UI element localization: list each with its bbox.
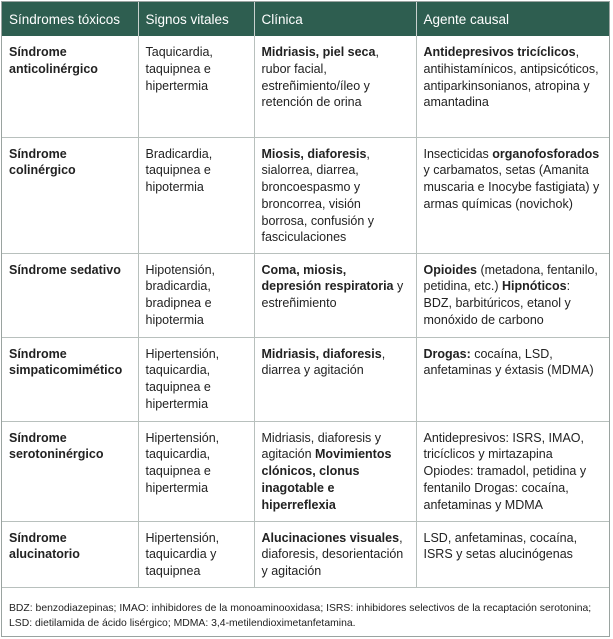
bold-text-segment: Miosis, diaforesis bbox=[261, 146, 367, 161]
bold-text-segment: Alucinaciones visuales bbox=[261, 530, 400, 545]
text-segment: Insecticidas bbox=[423, 146, 493, 161]
bold-text-segment: Midriasis, piel seca bbox=[261, 45, 376, 59]
text-segment: , diaforesis, desorientación y agitación bbox=[261, 530, 404, 579]
table-row bbox=[2, 421, 609, 521]
clinic-cell bbox=[254, 137, 416, 253]
clinic-cell bbox=[254, 36, 416, 137]
toxic-syndromes-table bbox=[2, 2, 609, 588]
text-segment: cocaína, LSD, anfetaminas y éxtasis (MDMA) bbox=[423, 346, 594, 378]
causal-agent-cell bbox=[416, 253, 609, 337]
table-row bbox=[2, 253, 609, 337]
causal-agent-cell bbox=[416, 36, 609, 137]
syndrome-cell: Síndrome serotoninérgico bbox=[2, 421, 138, 521]
vital-signs-cell: Hipotensión, bradicardia, bradipnea e hipotermia bbox=[138, 253, 254, 337]
table-footnote: BDZ: benzodiazepinas; IMAO: inhibidores de la monoaminooxidasa; ISRS: inhibidores selectivos de la recaptación serotonina; LSD: dietilamida de ácido lisérgico; MDMA: 3,4-metilendioximetanfetamina. bbox=[9, 602, 592, 629]
clinic-cell bbox=[254, 421, 416, 521]
syndrome-cell: Síndrome simpaticomimético bbox=[2, 337, 138, 421]
text-segment: LSD, anfetaminas, cocaína, ISRS y setas alucinógenas bbox=[423, 530, 578, 562]
text-segment: : BDZ, barbitúricos, etanol y monóxido de carbono bbox=[423, 279, 571, 327]
header-signos-vitales: Signos vitales bbox=[138, 2, 254, 36]
syndrome-cell: Síndrome anticolinérgico bbox=[2, 36, 138, 137]
bold-text-segment: organofosforados bbox=[492, 146, 600, 161]
causal-agent-cell bbox=[416, 137, 609, 253]
clinic-cell bbox=[254, 253, 416, 337]
header-sindromes: Síndromes tóxicos bbox=[2, 2, 138, 36]
text-segment: Midriasis, diaforesis y agitación bbox=[261, 430, 381, 462]
clinic-cell bbox=[254, 521, 416, 587]
text-segment: , sialorrea, diarrea, broncoespasmo y broncorrea, visión borrosa, confusión y fasciculaciones bbox=[261, 146, 375, 245]
clinic-cell bbox=[254, 337, 416, 421]
text-segment: (metadona, fentanilo, petidina, etc.) bbox=[423, 262, 598, 294]
table-body bbox=[2, 36, 609, 587]
text-segment: , rubor facial, estreñimiento/íleo y retención de orina bbox=[261, 45, 379, 110]
bold-text-segment: Coma, miosis, depresión respiratoria bbox=[261, 262, 394, 294]
header-clinica: Clínica bbox=[254, 2, 416, 36]
text-segment: y estreñimiento bbox=[261, 279, 404, 311]
syndrome-cell: Síndrome sedativo bbox=[2, 253, 138, 337]
vital-signs-cell: Taquicardia, taquipnea e hipertermia bbox=[138, 36, 254, 137]
bold-text-segment: Movimientos clónicos, clonus inagotable e hiperreflexia bbox=[261, 447, 392, 512]
text-segment: , antihistamínicos, antipsicóticos, antiparkinsonianos, atropina y amantadina bbox=[423, 45, 599, 110]
text-segment: y carbamatos, setas (Amanita muscaria e Inocybe fastigiata) y armas químicas (novichok) bbox=[423, 163, 600, 211]
vital-signs-cell: Hipertensión, taquicardia y taquipnea bbox=[138, 521, 254, 587]
vital-signs-cell: Hipertensión, taquicardia, taquipnea e hipertermia bbox=[138, 337, 254, 421]
table-row bbox=[2, 36, 609, 137]
toxic-syndromes-table-container bbox=[1, 1, 610, 637]
vital-signs-cell: Bradicardia, taquipnea e hipotermia bbox=[138, 137, 254, 253]
table-header-row bbox=[2, 2, 609, 36]
bold-text-segment: Antidepresivos tricíclicos bbox=[423, 45, 576, 59]
bold-text-segment: Hipnóticos bbox=[502, 279, 567, 294]
syndrome-cell: Síndrome colinérgico bbox=[2, 137, 138, 253]
table-row bbox=[2, 137, 609, 253]
text-segment: , diarrea y agitación bbox=[261, 346, 386, 378]
header-agente-causal: Agente causal bbox=[416, 2, 609, 36]
bold-text-segment: Drogas: bbox=[423, 346, 471, 361]
vital-signs-cell: Hipertensión, taquicardia, taquipnea e hipertermia bbox=[138, 421, 254, 521]
bold-text-segment: Opioides bbox=[423, 262, 477, 277]
causal-agent-cell bbox=[416, 421, 609, 521]
causal-agent-cell bbox=[416, 337, 609, 421]
table-row bbox=[2, 337, 609, 421]
bold-text-segment: Midriasis, diaforesis bbox=[261, 346, 382, 361]
syndrome-cell: Síndrome alucinatorio bbox=[2, 521, 138, 587]
causal-agent-cell bbox=[416, 521, 609, 587]
table-row bbox=[2, 521, 609, 587]
text-segment: Antidepresivos: ISRS, IMAO, tricíclicos y mirtazapina Opiodes: tramadol, petidina y fentanilo Drogas: cocaína, anfetaminas y MDMA bbox=[423, 430, 587, 512]
